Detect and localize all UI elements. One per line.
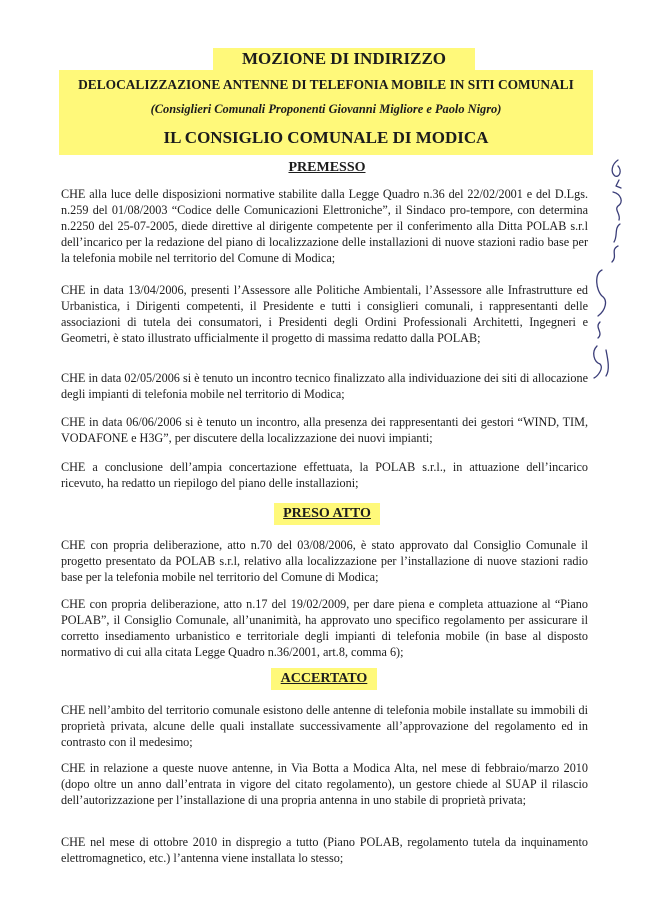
accertato-heading: ACCERTATO [271,668,377,690]
council-heading: IL CONSIGLIO COMUNALE DI MODICA [163,128,489,147]
preso-atto-paragraph-2: CHE con propria deliberazione, atto n.17 del 19/02/2009, per dare piena e completa attuazione al “Piano POLAB”, il Consiglio Comunale, all’unanimità, ha approvato uno specifico regolamento per assicurare il corretto insediamento urbanistico e territoriale degli impianti di telefonia mobile (in base al disposto normativo di cui alla citata Legge Quadro n.36/2001, art.8, comma 6); [61,597,588,659]
handwritten-signature-icon [588,150,640,385]
premesso-paragraph-4: CHE in data 06/06/2006 si è tenuto un incontro, alla presenza dei rappresentanti dei gestori “WIND, TIM, VODAFONE e H3G”, per discutere della localizzazione dei nuovi impianti; [61,415,588,445]
premesso-paragraph-2: CHE in data 13/04/2006, presenti l’Assessore alle Politiche Ambientali, l’Assessore alle Infrastrutture ed Urbanistica, i Dirigenti competenti, il Presidente e tutti i consiglieri comunali, i rappresentanti delle associazioni di tutela dei consumatori, i Presidenti degli Ordini Professionali Architetti, Ingegneri e Geometri, è stato illustrato ufficialmente il progetto di massima redatto dalla POLAB; [61,283,588,345]
accertato-paragraph-2: CHE in relazione a queste nuove antenne, in Via Botta a Modica Alta, nel mese di febbraio/marzo 2010 (dopo oltre un anno dall’entrata in vigore del citato regolamento), un gestore chiede al SUAP il rilascio dell’autorizzazione per l’installazione di una propria antenna in uno stabile di proprietà privata; [61,761,588,807]
premesso-paragraph-5: CHE a conclusione dell’ampia concertazione effettuata, la POLAB s.r.l., in attuazione dell’incarico ricevuto, ha redatto un riepilogo del piano delle installazioni; [61,460,588,490]
accertato-paragraph-1: CHE nell’ambito del territorio comunale esistono delle antenne di telefonia mobile installate su immobili di proprietà privata, alcune delle quali installate successivamente all’approvazione del regolamento ed in contrasto con il medesimo; [61,703,588,749]
document-subject: DELOCALIZZAZIONE ANTENNE DI TELEFONIA MOBILE IN SITI COMUNALI [78,77,574,92]
document-title: MOZIONE DI INDIRIZZO [241,49,447,68]
premesso-paragraph-3: CHE in data 02/05/2006 si è tenuto un incontro tecnico finalizzato alla individuazione dei siti di allocazione degli impianti di telefonia mobile nel territorio di Modica; [61,371,588,401]
proponents-line: (Consiglieri Comunali Proponenti Giovanni Migliore e Paolo Nigro) [150,102,502,116]
accertato-paragraph-3: CHE nel mese di ottobre 2010 in dispregio a tutto (Piano POLAB, regolamento tutela da inquinamento elettromagnetico, etc.) l’antenna viene installata lo stesso; [61,835,588,865]
premesso-heading: PREMESSO [288,160,366,175]
preso-atto-paragraph-1: CHE con propria deliberazione, atto n.70 del 03/08/2006, è stato approvato dal Consiglio Comunale il progetto presentato da POLAB s.r.l, relativo alla localizzazione per l’installazione di nuove stazioni radio base per la telefonia mobile nel territorio del Comune di Modica; [61,538,588,584]
preso-atto-heading: PRESO ATTO [274,503,380,525]
premesso-paragraph-1: CHE alla luce delle disposizioni normative stabilite dalla Legge Quadro n.36 del 22/02/2001 e del D.Lgs. n.259 del 01/08/2003 “Codice delle Comunicazioni Elettroniche”, il Sindaco pro-tempore, con determina n.2250 del 25-07-2005, diede direttive al dirigente competente per il conferimento alla Ditta POLAB s.r.l dell’incarico per la redazione del piano di localizzazione delle installazioni di nuove stazioni radio base per la telefonia mobile nel territorio del Comune di Modica; [61,187,588,265]
